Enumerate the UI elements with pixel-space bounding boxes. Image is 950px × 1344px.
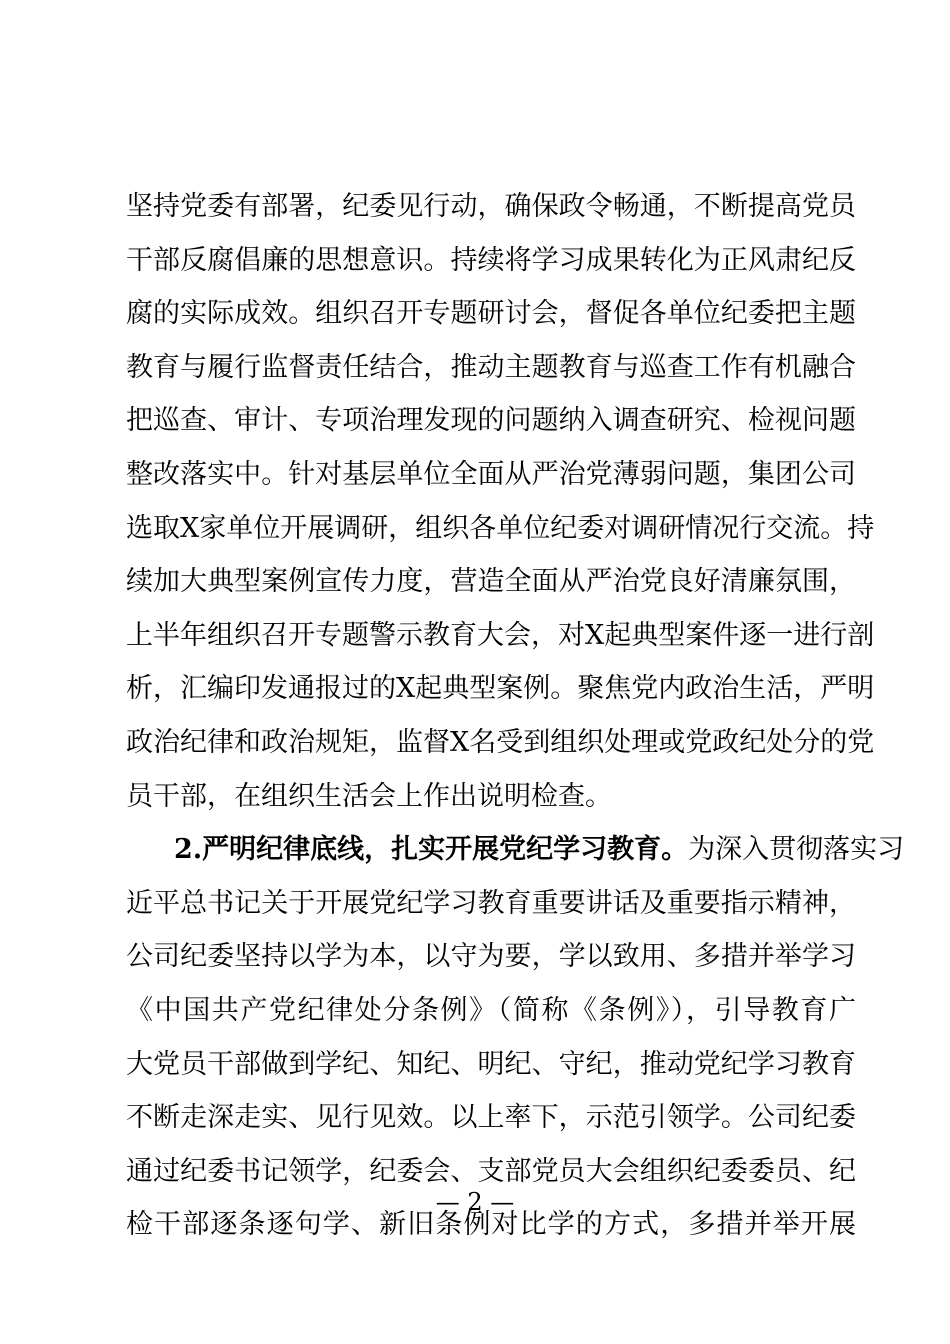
text-line: 选取X家单位开展调研，组织各单位纪委对调研情况行交流。持 [126, 512, 875, 544]
text-line: 不断走深走实、见行见效。以上率下，示范引领学。公司纪委 [126, 1102, 856, 1134]
text-line: 上半年组织召开专题警示教育大会，对X起典型案件逐一进行剖 [126, 619, 875, 651]
text-line: 把巡查、审计、专项治理发现的问题纳入调查研究、检视问题 [126, 405, 856, 437]
text-line: 干部反腐倡廉的思想意识。持续将学习成果转化为正风肃纪反 [126, 244, 856, 276]
text-line: 公司纪委坚持以学为本，以守为要，学以致用、多措并举学习 [126, 941, 856, 973]
text-line: 员干部，在组织生活会上作出说明检查。 [126, 780, 612, 812]
section-heading: 2.严明纪律底线，扎实开展党纪学习教育。 [174, 834, 689, 866]
text-line: 坚持党委有部署，纪委见行动，确保政令畅通，不断提高党员 [126, 191, 856, 222]
text-line: 整改落实中。针对基层单位全面从严治党薄弱问题，集团公司 [126, 458, 856, 490]
text-line: 《中国共产党纪律处分条例》（简称《条例》），引导教育广 [126, 994, 856, 1026]
text-line: 近平总书记关于开展党纪学习教育重要讲话及重要指示精神， [126, 887, 856, 919]
text-line: 通过纪委书记领学，纪委会、支部党员大会组织纪委委员、纪 [126, 1155, 856, 1187]
page-number: — 2 — [435, 1188, 515, 1216]
document-body [126, 180, 905, 1252]
text-line: 大党员干部做到学纪、知纪、明纪、守纪，推动党纪学习教育 [126, 1048, 856, 1080]
text-line: 续加大典型案例宣传力度，营造全面从严治党良好清廉氛围， [126, 566, 856, 598]
text-line: 检干部逐条逐句学、新旧条例对比学的方式，多措并举开展 [126, 1209, 856, 1241]
text-line: 教育与履行监督责任结合，推动主题教育与巡查工作有机融合 [126, 351, 856, 383]
heading-continuation: 为深入贯彻落实习 [688, 834, 905, 866]
text-line: 腐的实际成效。组织召开专题研讨会，督促各单位纪委把主题 [126, 298, 856, 330]
text-line-first [126, 823, 905, 877]
text-line: 析，汇编印发通报过的X起典型案例。聚焦党内政治生活，严明 [126, 673, 875, 705]
text-line: 政治纪律和政治规矩，监督X名受到组织处理或党政纪处分的党 [126, 726, 875, 758]
paragraph-1 [126, 180, 875, 823]
